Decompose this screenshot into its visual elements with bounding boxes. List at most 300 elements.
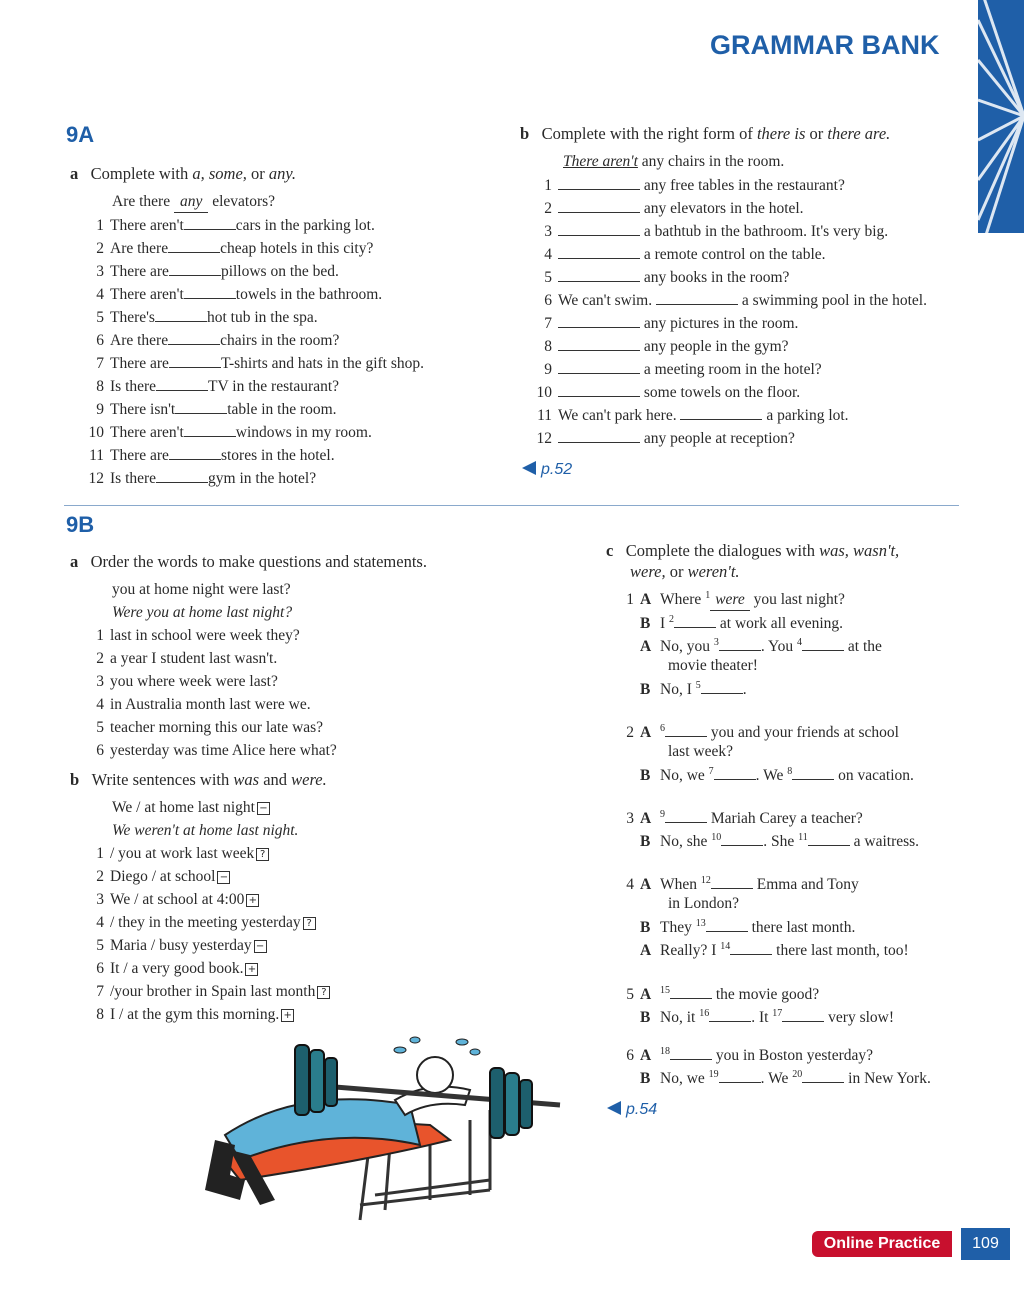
list-item (530, 175, 845, 196)
dialogue-line (618, 636, 882, 657)
text: . You (760, 638, 794, 655)
answer-blank[interactable] (169, 261, 221, 276)
text: When (660, 876, 698, 893)
item-superscript: 8 (787, 765, 793, 777)
answer-blank[interactable] (558, 336, 640, 351)
list-item (82, 353, 424, 374)
answer-blank[interactable] (792, 765, 834, 780)
speaker-label: A (640, 638, 652, 655)
item-prompt: We / at school at 4:00 (110, 891, 245, 908)
answer-blank[interactable] (680, 405, 762, 420)
item-prompt: any books in the room? (643, 269, 790, 286)
dialogue-line (618, 831, 919, 852)
example-answer: There aren't (563, 153, 638, 170)
exercise-9a-b-instruction: b Complete with the right form of there is or there are. (520, 124, 891, 143)
exercise-letter: a (70, 552, 79, 571)
dialogue-line (618, 1068, 931, 1089)
answer-blank[interactable] (719, 1068, 761, 1083)
answer-blank[interactable] (670, 1045, 712, 1060)
list-item (82, 649, 277, 669)
section-divider (64, 505, 959, 506)
item-number: 10 (536, 384, 552, 401)
item-prompt: hot tub in the spa. (206, 309, 318, 326)
item-prompt: Maria / busy yesterday (110, 937, 252, 954)
minus-box-icon: − (254, 940, 267, 953)
exercise-letter: c (606, 541, 614, 560)
text: . (742, 681, 747, 698)
answer-blank[interactable] (155, 307, 207, 322)
exercise-9b-a-instruction: a Order the words to make questions and statements. (70, 552, 427, 571)
answer-blank[interactable] (711, 874, 753, 889)
dialogue-line (618, 765, 914, 786)
item-superscript: 15 (660, 984, 670, 996)
item-prompt: teacher morning this our late was? (110, 719, 324, 736)
dialogue-line (618, 722, 899, 743)
dialogue-line-continued: movie theater! (668, 657, 758, 674)
item-number: 6 (544, 292, 552, 309)
answer-blank[interactable] (175, 399, 227, 414)
answer-blank[interactable] (719, 636, 761, 651)
answer-blank[interactable] (168, 238, 220, 253)
dialogue-number: 6 (626, 1047, 634, 1064)
answer-blank[interactable] (558, 382, 640, 397)
answer-blank[interactable] (706, 917, 748, 932)
item-prompt: you where week were last? (110, 673, 278, 690)
list-item (530, 198, 804, 219)
answer-blank[interactable] (808, 831, 850, 846)
item-number: 3 (96, 891, 104, 908)
item-number: 4 (96, 914, 104, 931)
dialogue-line (618, 1007, 894, 1028)
list-item (82, 422, 372, 443)
item-prompt: a year I student last wasn't. (110, 650, 278, 667)
item-superscript: 19 (708, 1068, 719, 1080)
answer-blank[interactable] (782, 1007, 824, 1022)
answer-blank[interactable] (721, 831, 763, 846)
answer-blank[interactable] (670, 984, 712, 999)
list-item (82, 741, 337, 761)
dialogue-line (618, 808, 863, 829)
arrow-left-icon (522, 461, 536, 475)
list-item (82, 1005, 294, 1025)
answer-blank[interactable] (665, 722, 707, 737)
item-number: 3 (96, 263, 104, 280)
dialogue-number: 1 (626, 591, 634, 608)
item-prompt: Is there (110, 378, 157, 395)
answer-blank[interactable] (558, 359, 640, 374)
answer-blank[interactable] (184, 284, 236, 299)
speaker-label: A (640, 942, 652, 959)
text: at work all evening. (719, 615, 844, 632)
item-number: 7 (96, 983, 104, 1000)
text: No, we (660, 767, 705, 784)
item-number: 4 (544, 246, 552, 263)
list-item (82, 695, 311, 715)
text: you in Boston yesterday? (715, 1047, 874, 1064)
item-prompt: It / a very good book. (110, 960, 244, 977)
text: No, we (660, 1070, 705, 1087)
item-prompt: a swimming pool in the hotel. (741, 292, 927, 309)
item-prompt: chairs in the room? (220, 332, 340, 349)
item-prompt: Is there (110, 470, 157, 487)
item-prompt: There aren't (110, 424, 184, 441)
exercise-9b-c-instruction-line2: were, or weren't. (630, 562, 740, 581)
question-box-icon: ? (256, 848, 269, 861)
list-item (530, 244, 826, 265)
item-number: 1 (96, 845, 104, 862)
answer-blank[interactable] (701, 679, 743, 694)
text: you last night? (753, 591, 845, 608)
arrow-left-icon (607, 1101, 621, 1115)
item-number: 2 (96, 240, 104, 257)
item-number: 1 (96, 217, 104, 234)
item-superscript: 3 (713, 636, 719, 648)
page-reference-link[interactable]: p.54 (607, 1100, 657, 1120)
page-reference-link[interactable]: p.52 (522, 460, 572, 480)
item-superscript: 5 (695, 679, 701, 691)
item-number: 9 (544, 361, 552, 378)
text: Emma and Tony (756, 876, 859, 893)
item-prompt: windows in my room. (235, 424, 372, 441)
sunburst-icon (978, 0, 1024, 233)
item-prompt: any people at reception? (643, 430, 795, 447)
item-number: 12 (536, 430, 552, 447)
item-prompt: any free tables in the restaurant? (643, 177, 845, 194)
item-superscript: 7 (708, 765, 714, 777)
answer-blank[interactable] (802, 1068, 844, 1083)
item-number: 5 (96, 937, 104, 954)
item-prompt: any elevators in the hotel. (643, 200, 804, 217)
item-number: 11 (89, 447, 104, 464)
answer-blank[interactable] (168, 330, 220, 345)
exercise-letter: b (520, 124, 530, 143)
item-prompt: We can't park here. (558, 407, 677, 424)
item-prompt: a meeting room in the hotel? (643, 361, 822, 378)
dialogue-line (618, 940, 909, 961)
exercise-9a-a-example: Are there any elevators? (112, 192, 275, 213)
item-superscript: 18 (660, 1045, 670, 1057)
item-prompt: TV in the restaurant? (208, 378, 340, 395)
item-number: 2 (544, 200, 552, 217)
item-prompt: table in the room. (227, 401, 337, 418)
list-item (530, 336, 789, 357)
answer-blank[interactable] (558, 267, 640, 282)
item-number: 6 (96, 332, 104, 349)
item-number: 7 (544, 315, 552, 332)
list-item (82, 672, 278, 692)
dialogue-line (618, 874, 859, 895)
answer-blank[interactable] (802, 636, 844, 651)
item-prompt: Are there (110, 332, 169, 349)
text: . We (760, 1070, 789, 1087)
item-prompt: pillows on the bed. (220, 263, 339, 280)
list-item (82, 284, 382, 305)
list-item (530, 290, 927, 311)
sidebar-decoration (978, 0, 1024, 233)
text: No, you (660, 638, 710, 655)
exercise-letter: b (70, 770, 80, 789)
item-prompt: some towels on the floor. (643, 384, 801, 401)
dialogue-line (618, 984, 819, 1005)
dialogue-line (618, 917, 855, 938)
item-number: 8 (96, 1006, 104, 1023)
item-number: 1 (544, 177, 552, 194)
item-number: 10 (88, 424, 104, 441)
item-prompt: towels in the bathroom. (235, 286, 383, 303)
speaker-label: A (640, 724, 652, 741)
item-prompt: There's (110, 309, 155, 326)
item-prompt: cars in the parking lot. (235, 217, 375, 234)
item-prompt: /your brother in Spain last month (110, 983, 316, 1000)
exercise-9b-b-instruction: b Write sentences with was and were. (70, 770, 327, 789)
answer-blank[interactable] (709, 1007, 751, 1022)
answer-blank[interactable] (184, 215, 236, 230)
item-prompt: There are (110, 447, 169, 464)
list-item (82, 913, 316, 933)
dialogue-number: 3 (626, 810, 634, 827)
item-prompt: Are there (110, 240, 169, 257)
item-superscript: 1 (705, 589, 711, 601)
speaker-label: A (640, 876, 652, 893)
item-number: 8 (544, 338, 552, 355)
item-number: 8 (96, 378, 104, 395)
plus-box-icon: + (281, 1009, 294, 1022)
list-item (82, 238, 373, 259)
text: the movie good? (715, 986, 820, 1003)
exercise-9b-a-example-answer: Were you at home last night? (112, 604, 293, 621)
speaker-label: B (640, 1070, 651, 1087)
item-number: 3 (96, 673, 104, 690)
dialogue-line (618, 590, 845, 611)
text: Really? I (660, 942, 717, 959)
example-answer: any (174, 192, 208, 213)
answer-blank[interactable] (656, 290, 738, 305)
text: I (660, 615, 666, 632)
item-superscript: 12 (700, 874, 711, 886)
speaker-label: B (640, 919, 651, 936)
list-item (530, 267, 789, 288)
exercise-9b-b-example-answer: We weren't at home last night. (112, 822, 299, 839)
item-superscript: 10 (711, 831, 722, 843)
list-item (530, 359, 822, 380)
exercise-9b-a-example-question: you at home night were last? (112, 581, 291, 598)
item-prompt: There are (110, 355, 169, 372)
section-heading-9b: 9B (66, 512, 95, 537)
exercise-9a-a-instruction: a Complete with a, some, or any. (70, 164, 296, 183)
text: . We (755, 767, 784, 784)
answer-blank[interactable] (558, 198, 640, 213)
item-prompt: / you at work last week (110, 845, 255, 862)
list-item (82, 626, 300, 646)
list-item (82, 376, 339, 397)
speaker-label: A (640, 986, 652, 1003)
page-number: 109 (961, 1228, 1010, 1260)
answer-blank[interactable] (558, 221, 640, 236)
item-prompt: Diego / at school (110, 868, 216, 885)
item-prompt: T-shirts and hats in the gift shop. (220, 355, 425, 372)
item-number: 9 (96, 401, 104, 418)
text: there last month. (751, 919, 856, 936)
answer-blank[interactable] (674, 613, 716, 628)
answer-blank[interactable] (558, 175, 640, 190)
answer-blank[interactable] (558, 428, 640, 443)
text: They (660, 919, 692, 936)
item-prompt: I / at the gym this morning. (110, 1006, 280, 1023)
answer-blank[interactable] (665, 808, 707, 823)
item-superscript: 11 (798, 831, 808, 843)
list-item (530, 405, 849, 426)
text: No, she (660, 833, 708, 850)
item-superscript: 9 (660, 808, 665, 820)
text: very slow! (828, 1009, 895, 1026)
item-prompt: in Australia month last were we. (110, 696, 311, 713)
item-prompt: There aren't (110, 286, 184, 303)
item-superscript: 16 (699, 1007, 710, 1019)
item-superscript: 4 (797, 636, 803, 648)
list-item (82, 982, 330, 1002)
text: . She (763, 833, 795, 850)
list-item (82, 718, 323, 738)
dialogue-number: 2 (626, 724, 634, 741)
item-number: 6 (96, 960, 104, 977)
answer-blank[interactable] (558, 244, 640, 259)
dialogue-line (618, 679, 747, 700)
item-superscript: 20 (792, 1068, 803, 1080)
text: Where (660, 591, 702, 608)
dialogue-number: 5 (626, 986, 634, 1003)
item-number: 2 (96, 650, 104, 667)
answer-blank[interactable] (730, 940, 772, 955)
item-prompt: a remote control on the table. (643, 246, 826, 263)
item-number: 6 (96, 742, 104, 759)
exercise-9b-b-example-prompt: We / at home last night − (112, 798, 270, 818)
list-item (82, 867, 230, 887)
list-item (82, 936, 267, 956)
item-number: 12 (88, 470, 104, 487)
exercise-9b-c-instruction: c Complete the dialogues with was, wasn't, (606, 541, 900, 560)
list-item (82, 959, 258, 979)
item-superscript: 13 (695, 917, 706, 929)
text: you and your friends at school (710, 724, 899, 741)
list-item (82, 307, 318, 328)
item-prompt: last in school were week they? (110, 627, 300, 644)
exercise-9a-b-example: There aren't any chairs in the room. (563, 153, 785, 170)
text: No, I (660, 681, 692, 698)
plus-box-icon: + (246, 894, 259, 907)
item-number: 5 (96, 309, 104, 326)
text: there last month, too! (776, 942, 909, 959)
answer-blank[interactable] (156, 376, 208, 391)
item-number: 5 (96, 719, 104, 736)
item-prompt: stores in the hotel. (220, 447, 335, 464)
text: in New York. (848, 1070, 931, 1087)
item-prompt: There aren't (110, 217, 184, 234)
item-prompt: There are (110, 263, 169, 280)
list-item (82, 330, 339, 351)
answer-blank[interactable] (156, 468, 208, 483)
item-prompt: any people in the gym? (643, 338, 789, 355)
item-prompt: There isn't (110, 401, 176, 418)
speaker-label: B (640, 767, 651, 784)
dialogue-line (618, 613, 843, 634)
item-superscript: 17 (772, 1007, 783, 1019)
speaker-label: A (640, 1047, 652, 1064)
dialogue-line-continued: in London? (668, 895, 740, 912)
item-prompt: any pictures in the room. (643, 315, 799, 332)
example-answer: were (710, 590, 750, 611)
item-superscript: 14 (720, 940, 731, 952)
item-superscript: 2 (669, 613, 675, 625)
text: at the (847, 638, 882, 655)
dialogue-line (618, 1045, 873, 1066)
item-number: 1 (96, 627, 104, 644)
question-box-icon: ? (317, 986, 330, 999)
item-number: 4 (96, 696, 104, 713)
item-superscript: 6 (660, 722, 665, 734)
item-number: 5 (544, 269, 552, 286)
text: Mariah Carey a teacher? (710, 810, 863, 827)
text: on vacation. (838, 767, 914, 784)
text: No, it (660, 1009, 696, 1026)
page-title: GRAMMAR BANK (710, 30, 940, 60)
minus-box-icon: − (217, 871, 230, 884)
answer-blank[interactable] (184, 422, 236, 437)
speaker-label: A (640, 810, 652, 827)
dialogue-number: 4 (626, 876, 634, 893)
item-prompt: / they in the meeting yesterday (110, 914, 301, 931)
answer-blank[interactable] (169, 445, 221, 460)
item-number: 4 (96, 286, 104, 303)
list-item (530, 382, 800, 403)
list-item (82, 844, 269, 864)
answer-blank[interactable] (558, 313, 640, 328)
list-item (530, 313, 798, 334)
minus-box-icon: − (257, 802, 270, 815)
item-prompt: a bathtub in the bathroom. It's very big. (643, 223, 889, 240)
plus-box-icon: + (245, 963, 258, 976)
speaker-label: B (640, 833, 651, 850)
dialogue-line-continued: last week? (668, 743, 733, 760)
item-prompt: We can't swim. (558, 292, 653, 309)
speaker-label: B (640, 615, 651, 632)
answer-blank[interactable] (169, 353, 221, 368)
item-prompt: yesterday was time Alice here what? (110, 742, 337, 759)
text: a waitress. (853, 833, 920, 850)
item-number: 11 (537, 407, 552, 424)
speaker-label: B (640, 681, 651, 698)
item-prompt: cheap hotels in this city? (220, 240, 374, 257)
list-item (82, 261, 339, 282)
speaker-label: B (640, 1009, 651, 1026)
item-number: 7 (96, 355, 104, 372)
item-prompt: gym in the hotel? (208, 470, 317, 487)
answer-blank[interactable] (714, 765, 756, 780)
speaker-label: A (640, 591, 652, 608)
text: . It (751, 1009, 769, 1026)
section-heading-9a: 9A (66, 122, 95, 147)
list-item (82, 890, 259, 910)
item-number: 3 (544, 223, 552, 240)
list-item (82, 445, 335, 466)
list-item (82, 399, 337, 420)
list-item (530, 428, 795, 449)
online-practice-badge[interactable]: Online Practice (812, 1231, 952, 1257)
item-number: 2 (96, 868, 104, 885)
list-item (530, 221, 888, 242)
weightlifter-illustration (200, 1030, 580, 1225)
item-prompt: a parking lot. (766, 407, 849, 424)
question-box-icon: ? (303, 917, 316, 930)
